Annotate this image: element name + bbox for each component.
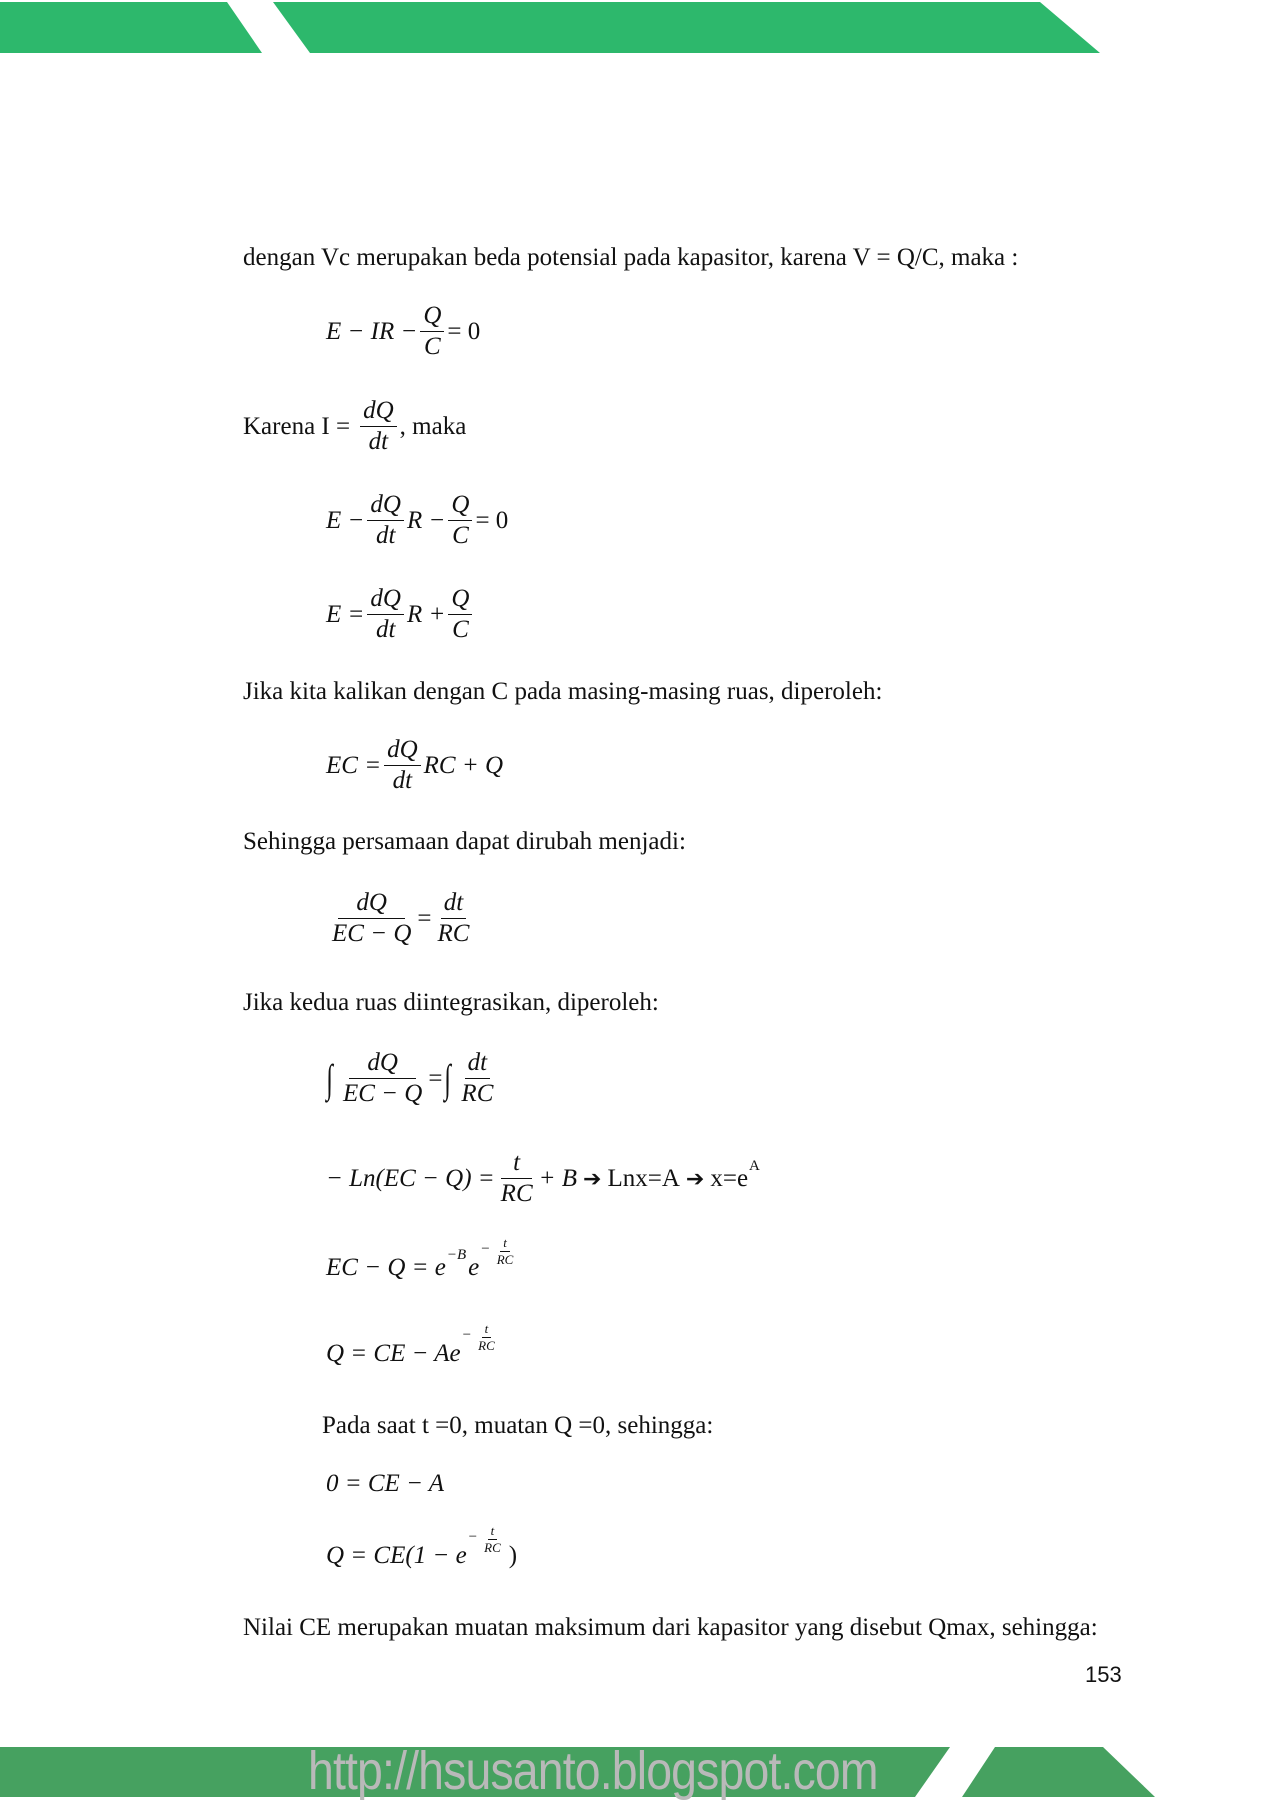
watermark-url: http://hsusanto.blogspot.com xyxy=(308,1741,878,1801)
eq5-equals: = xyxy=(417,904,432,932)
eq8-den: RC xyxy=(496,1252,514,1267)
eq2-a: E − xyxy=(326,506,365,534)
eq6-den2: RC xyxy=(461,1080,494,1107)
footer-band-right xyxy=(962,1747,1155,1797)
eq11-exponent xyxy=(469,1524,507,1555)
eq8-sup: −B xyxy=(446,1247,467,1263)
eq3-a: E = xyxy=(326,600,365,628)
eq6-num2: dt xyxy=(465,1050,490,1079)
eq2-fraction-1 xyxy=(367,492,404,549)
karena-num: dQ xyxy=(360,398,397,427)
eq8-b: e xyxy=(468,1253,480,1281)
paragraph-intro: dengan Vc merupakan beda potensial pada kapasitor, karena V = Q/C, maka : xyxy=(243,244,1019,271)
eq5-num1: dQ xyxy=(338,890,405,919)
eq7-sup: A xyxy=(749,1158,760,1174)
eq1-lhs: E − IR − xyxy=(326,317,418,345)
eq8-exp-fraction xyxy=(494,1236,517,1267)
equation-8 xyxy=(326,1235,519,1283)
eq7-fraction xyxy=(498,1150,536,1207)
page-number: 153 xyxy=(1085,1662,1122,1687)
eq3-b: R + xyxy=(406,600,446,628)
karena-line xyxy=(243,398,466,455)
equation-9 xyxy=(326,1321,501,1369)
eq2-den1: dt xyxy=(375,522,396,549)
header-band-right xyxy=(273,2,1100,53)
eq7-den: RC xyxy=(500,1180,533,1207)
karena-fraction xyxy=(360,398,397,455)
eq8-a: EC − Q = e xyxy=(326,1253,446,1281)
eq2-b: R − xyxy=(406,506,446,534)
eq10-a: 0 = CE − A xyxy=(326,1470,445,1497)
eq9-exponent xyxy=(463,1322,501,1353)
eq1-num: Q xyxy=(420,303,444,332)
eq6-den1: EC − Q xyxy=(342,1080,423,1107)
eq4-a: EC = xyxy=(326,751,382,779)
karena-den: dt xyxy=(368,428,389,455)
eq3-num1: dQ xyxy=(367,586,404,615)
paragraph-sehingga: Sehingga persamaan dapat dirubah menjadi: xyxy=(243,828,686,855)
eq9-den: RC xyxy=(478,1338,495,1353)
paragraph-kalikan: Jika kita kalikan dengan C pada masing-masing ruas, diperoleh: xyxy=(243,678,883,705)
integral-icon: ∫ xyxy=(444,1055,452,1101)
integral-icon: ∫ xyxy=(326,1055,333,1101)
eq1-rhs: = 0 xyxy=(447,317,481,345)
equation-10 xyxy=(326,1470,444,1498)
eq5-num2: dt xyxy=(441,890,466,919)
paragraph-pada-saat: Pada saat t =0, muatan Q =0, sehingga: xyxy=(322,1412,714,1439)
eq4-den: dt xyxy=(392,767,413,794)
header-band xyxy=(0,0,1272,60)
eq2-num1: dQ xyxy=(367,492,404,521)
eq9-minus: − xyxy=(462,1327,472,1343)
header-band-left xyxy=(0,2,262,53)
karena-prefix: Karena I = xyxy=(243,412,351,440)
eq5-den1: EC − Q xyxy=(332,920,412,947)
equation-11 xyxy=(326,1523,518,1571)
eq9-a: Q = CE − Ae xyxy=(326,1339,461,1367)
eq8-exponent xyxy=(481,1236,519,1267)
eq4-num: dQ xyxy=(384,737,421,766)
eq2-fraction-2 xyxy=(448,492,472,549)
eq7-b: + B xyxy=(538,1164,578,1192)
eq5-fraction-2 xyxy=(434,890,472,947)
paragraph-integrasi: Jika kedua ruas diintegrasikan, diperoleh: xyxy=(243,989,659,1016)
equation-2 xyxy=(326,492,508,549)
eq4-fraction xyxy=(384,737,421,794)
eq6-fraction-2 xyxy=(458,1050,496,1107)
eq7-num: t xyxy=(501,1150,532,1179)
eq8-num: t xyxy=(500,1236,510,1252)
eq3-den1: dt xyxy=(375,616,396,643)
eq8-minus: − xyxy=(481,1241,490,1257)
eq7-c: Lnx=A xyxy=(607,1164,680,1192)
eq2-num2: Q xyxy=(448,492,472,521)
eq5-den2: RC xyxy=(437,920,470,947)
arrow-right-icon: ➔ xyxy=(685,1165,705,1191)
equation-4 xyxy=(326,737,503,794)
eq4-b: RC + Q xyxy=(423,751,504,779)
eq2-den2: C xyxy=(452,522,469,549)
eq11-den: RC xyxy=(484,1540,501,1555)
eq1-den: C xyxy=(424,333,441,360)
eq6-num1: dQ xyxy=(349,1050,416,1079)
eq3-fraction-2 xyxy=(448,586,472,643)
eq3-den2: C xyxy=(452,616,469,643)
eq11-minus: − xyxy=(468,1529,478,1545)
equation-6 xyxy=(324,1050,499,1107)
eq2-c: = 0 xyxy=(475,506,509,534)
eq6-fraction-1 xyxy=(340,1050,425,1107)
karena-suffix: , maka xyxy=(399,412,467,440)
eq11-num: t xyxy=(488,1524,498,1540)
eq1-fraction xyxy=(420,303,444,360)
arrow-right-icon: ➔ xyxy=(583,1165,602,1191)
equation-3 xyxy=(326,586,475,643)
equation-5 xyxy=(326,890,475,947)
eq7-a: − Ln(EC − Q) = xyxy=(326,1164,495,1192)
eq9-num: t xyxy=(482,1322,492,1338)
eq6-equals: = xyxy=(428,1064,443,1092)
eq3-fraction-1 xyxy=(367,586,404,643)
eq9-exp-fraction xyxy=(475,1322,498,1353)
equation-1 xyxy=(326,303,480,360)
eq5-fraction-1 xyxy=(329,890,414,947)
eq11-exp-fraction xyxy=(481,1524,504,1555)
paragraph-nilai-ce: Nilai CE merupakan muatan maksimum dari kapasitor yang disebut Qmax, sehingga: xyxy=(243,1614,1098,1641)
eq3-num2: Q xyxy=(448,586,472,615)
eq11-a: Q = CE(1 − e xyxy=(326,1541,467,1569)
equation-7 xyxy=(326,1150,760,1207)
eq11-b: ) xyxy=(508,1541,518,1569)
eq7-d: x=e xyxy=(710,1164,749,1192)
